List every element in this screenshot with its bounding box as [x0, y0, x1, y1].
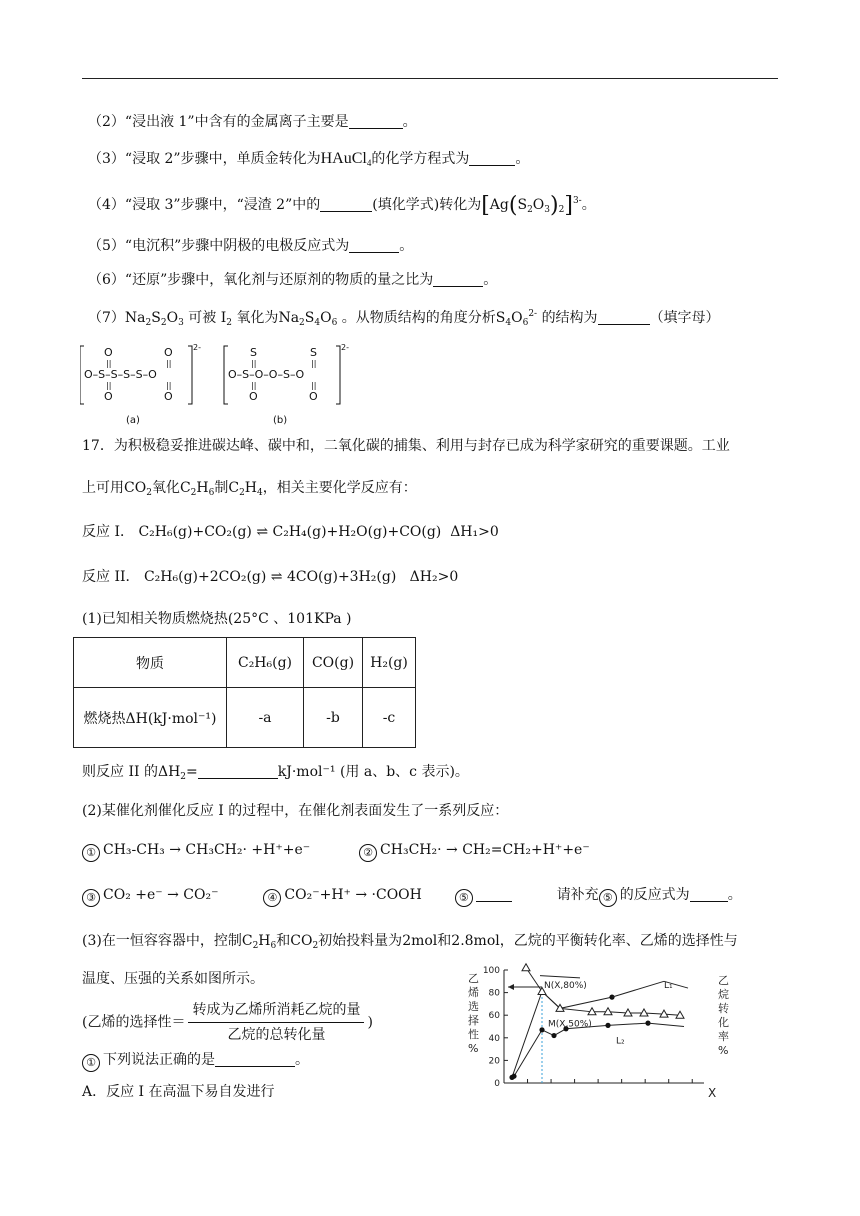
- y-label-left-char: %: [468, 1042, 479, 1055]
- y-tick-label: 100: [482, 966, 500, 976]
- triangle-point: [522, 964, 530, 971]
- table-cell: 燃烧热ΔH(kJ·mol⁻¹): [74, 688, 227, 748]
- dot-point: [511, 1074, 516, 1079]
- chart-annotation: M(X,50%): [548, 1019, 592, 1030]
- y-label-right-char: %: [718, 1044, 729, 1057]
- sub3-line2: 温度、压强的关系如图所示。: [82, 971, 264, 987]
- combustion-heat-table: [73, 637, 416, 748]
- svg-text:||: ||: [106, 359, 112, 368]
- sub2-title: (2)某催化剂催化反应 I 的过程中，在催化剂表面发生了一系列反应：: [82, 803, 509, 819]
- q17-intro-line1: 17．为积极稳妥推进碳达峰、碳中和，二氧化碳的捕集、利用与封存已成为科学家研究的重要课题。工业: [82, 438, 730, 454]
- sub1-question: 则反应 II 的$\Delta H_2= kJ\cdot mol^{-1}$ (用 a、b、c 表示)。: [82, 764, 469, 782]
- svg-text:2-: 2-: [341, 343, 349, 352]
- x-axis-label: X: [708, 1086, 717, 1100]
- y-label-left-char: 烯: [468, 986, 479, 999]
- y-label-right-char: 率: [718, 1030, 729, 1043]
- chart-annotation: L₁: [664, 981, 673, 992]
- q16-part4: （4）“浸取 3”步骤中，“浸渣 2”中的 (填化学式)转化为$[Ag(S_2O_3)_2]^{3-}$。: [88, 193, 596, 218]
- q16-part6: （6）“还原”步骤中，氧化剂与还原剂的物质的量之比为 。: [88, 272, 498, 288]
- steps-row1: ① CH₃-CH₃ → CH₃CH₂· +H⁺+e⁻ ② CH₃CH₂· → CH₂=CH₂+H⁺+e⁻: [82, 841, 590, 862]
- svg-text:||: ||: [166, 359, 172, 368]
- y-tick-label: 0: [494, 1079, 500, 1089]
- selectivity-definition: (乙烯的选择性＝ $\frac{\text{转成为乙烯所消耗乙烷的量}}{\text{乙烷的总转化量}}$ ): [82, 1002, 373, 1043]
- svg-text:O: O: [164, 346, 173, 359]
- sub1-title: (1)已知相关物质燃烧热(25°C 、101KPa ): [82, 611, 352, 627]
- svg-text:O: O: [309, 390, 318, 403]
- arrow-left-head: [508, 984, 514, 990]
- table-cell: -b: [304, 688, 363, 748]
- dot-point: [551, 1033, 556, 1038]
- y-label-right-char: 转: [718, 1002, 729, 1015]
- svg-text:||: ||: [311, 381, 317, 390]
- reaction-1: 反应 I． C₂H₆(g)+CO₂(g) ⇌ C₂H₄(g)+H₂O(g)+CO(g) ΔH₁>0: [82, 524, 499, 540]
- series-line: [514, 1023, 648, 1076]
- svg-text:O–S–S–S–S–O: O–S–S–S–S–O: [84, 368, 157, 381]
- svg-text:O–S–O–O–S–O: O–S–O–O–S–O: [228, 368, 305, 381]
- table-header: C₂H₆(g): [227, 638, 304, 688]
- q16-part2: （2）“浸出液 1”中含有的金属离子主要是 。: [88, 114, 417, 130]
- reaction-2: 反应 II． C₂H₆(g)+2CO₂(g) ⇌ 4CO(g)+3H₂(g) ΔH₂>0: [82, 569, 459, 585]
- svg-text:||: ||: [311, 359, 317, 368]
- equilibrium-chart: [460, 960, 760, 1100]
- svg-text:||: ||: [251, 381, 257, 390]
- y-label-left-char: 选: [468, 1000, 479, 1013]
- q17-intro-line2: 上可用$CO_2$氧化$C_2H_6$制$C_2H_4$，相关主要化学反应有：: [82, 480, 417, 498]
- table-header: 物质: [74, 638, 227, 688]
- svg-text:||: ||: [166, 381, 172, 390]
- y-label-right-char: 乙: [718, 974, 729, 987]
- y-label-right-char: 化: [718, 1016, 729, 1029]
- triangle-point: [604, 1008, 612, 1015]
- table-header: H₂(g): [363, 638, 416, 688]
- q16-part3: （3）“浸取 2”步骤中，单质金转化为HAuCl$_4$的化学方程式为 。: [88, 150, 530, 168]
- svg-text:O: O: [249, 390, 258, 403]
- table-cell: -c: [363, 688, 416, 748]
- series-line: [526, 968, 680, 1015]
- table-header: CO(g): [304, 638, 363, 688]
- table-cell: -a: [227, 688, 304, 748]
- svg-text:||: ||: [251, 359, 257, 368]
- svg-text:(b): (b): [273, 415, 288, 426]
- table-row: [74, 638, 416, 688]
- q16-part7: $(7)Na_2S_2O_3$ 可被 $I_2$ 氧化为$Na_2S_4O_6$ 。从物质结构的角度分析$S_4O_6^{2-}$ 的结构为 （填字母）: [88, 309, 720, 328]
- svg-text:O: O: [104, 390, 113, 403]
- dot-point: [605, 1023, 610, 1028]
- y-tick-label: 60: [488, 1011, 500, 1022]
- chart-annotation: N(X,80%): [544, 981, 587, 992]
- svg-text:O: O: [104, 346, 113, 359]
- l1-arrow: [612, 981, 664, 997]
- s4o6-structures: [80, 340, 360, 430]
- q16-part5: （5）“电沉积”步骤中阴极的电极反应式为 。: [88, 238, 414, 254]
- header-rule: [82, 78, 778, 79]
- option-a: A．反应 I 在高温下易自发进行: [82, 1084, 275, 1100]
- y-label-left-char: 择: [468, 1014, 479, 1027]
- dot-point: [539, 1027, 544, 1032]
- series-line: [512, 991, 612, 1077]
- y-tick-label: 80: [488, 988, 500, 999]
- y-label-right-char: 烷: [718, 988, 729, 1001]
- svg-text:S: S: [250, 346, 257, 359]
- l2-arrow: [648, 1023, 684, 1026]
- svg-text:S: S: [310, 346, 317, 359]
- ann-line: [540, 976, 580, 978]
- y-label-left-char: 性: [468, 1028, 479, 1041]
- y-tick-label: 20: [488, 1056, 500, 1067]
- svg-text:2-: 2-: [193, 343, 201, 352]
- sub3-q1: ① 下列说法正确的是 。: [82, 1051, 309, 1072]
- y-label-left-char: 乙: [468, 972, 479, 985]
- svg-text:||: ||: [106, 381, 112, 390]
- svg-text:(a): (a): [126, 415, 140, 426]
- chart-annotation: L₂: [616, 1036, 625, 1047]
- svg-text:O: O: [164, 390, 173, 403]
- sub3-line1: (3)在一恒容容器中，控制$C_2H_6$和$CO_2$初始投料量为2mol和2.8mol，乙烷的平衡转化率、乙烯的选择性与: [82, 933, 738, 951]
- steps-row2: ③ CO₂ +e⁻ → CO₂⁻ ④ CO₂⁻+H⁺ → ·COOH ⑤ 请补充 ⑤ 的反应式为 。: [82, 886, 742, 907]
- y-tick-label: 40: [488, 1033, 500, 1044]
- table-row: [74, 688, 416, 748]
